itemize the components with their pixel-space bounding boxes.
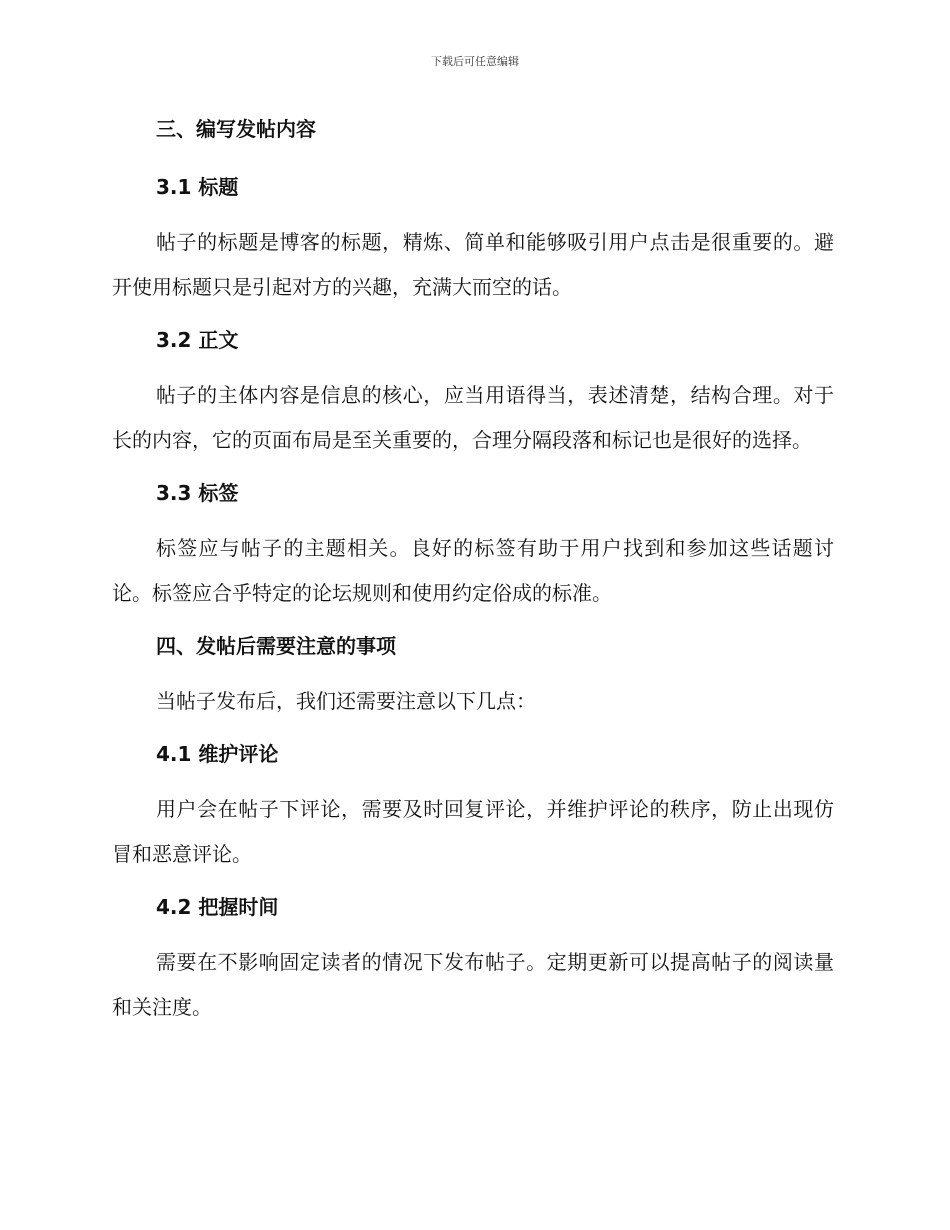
section-3-heading: 三、编写发帖内容 <box>156 117 316 141</box>
document-body <box>112 111 834 1030</box>
section-4-1-heading: 4.1 维护评论 <box>156 742 279 766</box>
section-4-heading: 四、发帖后需要注意的事项 <box>156 634 396 658</box>
header-note: 下载后可任意编辑 <box>431 55 519 68</box>
section-3-2-paragraph: 帖子的主体内容是信息的核心，应当用语得当，表述清楚，结构合理。对于长的内容，它的页面布局是至关重要的，合理分隔段落和标记也是很好的选择。 <box>112 383 834 452</box>
section-3-2-heading: 3.2 正文 <box>156 328 239 352</box>
section-3-1-heading: 3.1 标题 <box>156 175 239 199</box>
section-3-3-heading: 3.3 标签 <box>156 481 239 505</box>
section-4-intro: 当帖子发布后，我们还需要注意以下几点： <box>156 689 536 713</box>
section-3-1-paragraph: 帖子的标题是博客的标题，精炼、简单和能够吸引用户点击是很重要的。避开使用标题只是引起对方的兴趣，充满大而空的话。 <box>112 230 834 299</box>
section-3-3-paragraph: 标签应与帖子的主题相关。良好的标签有助于用户找到和参加这些话题讨论。标签应合乎特定的论坛规则和使用约定俗成的标准。 <box>112 536 834 605</box>
section-4-1-paragraph: 用户会在帖子下评论，需要及时回复评论，并维护评论的秩序，防止出现仿冒和恶意评论。 <box>112 797 834 866</box>
section-4-2-heading: 4.2 把握时间 <box>156 895 279 919</box>
section-4-2-paragraph: 需要在不影响固定读者的情况下发布帖子。定期更新可以提高帖子的阅读量和关注度。 <box>112 950 834 1019</box>
